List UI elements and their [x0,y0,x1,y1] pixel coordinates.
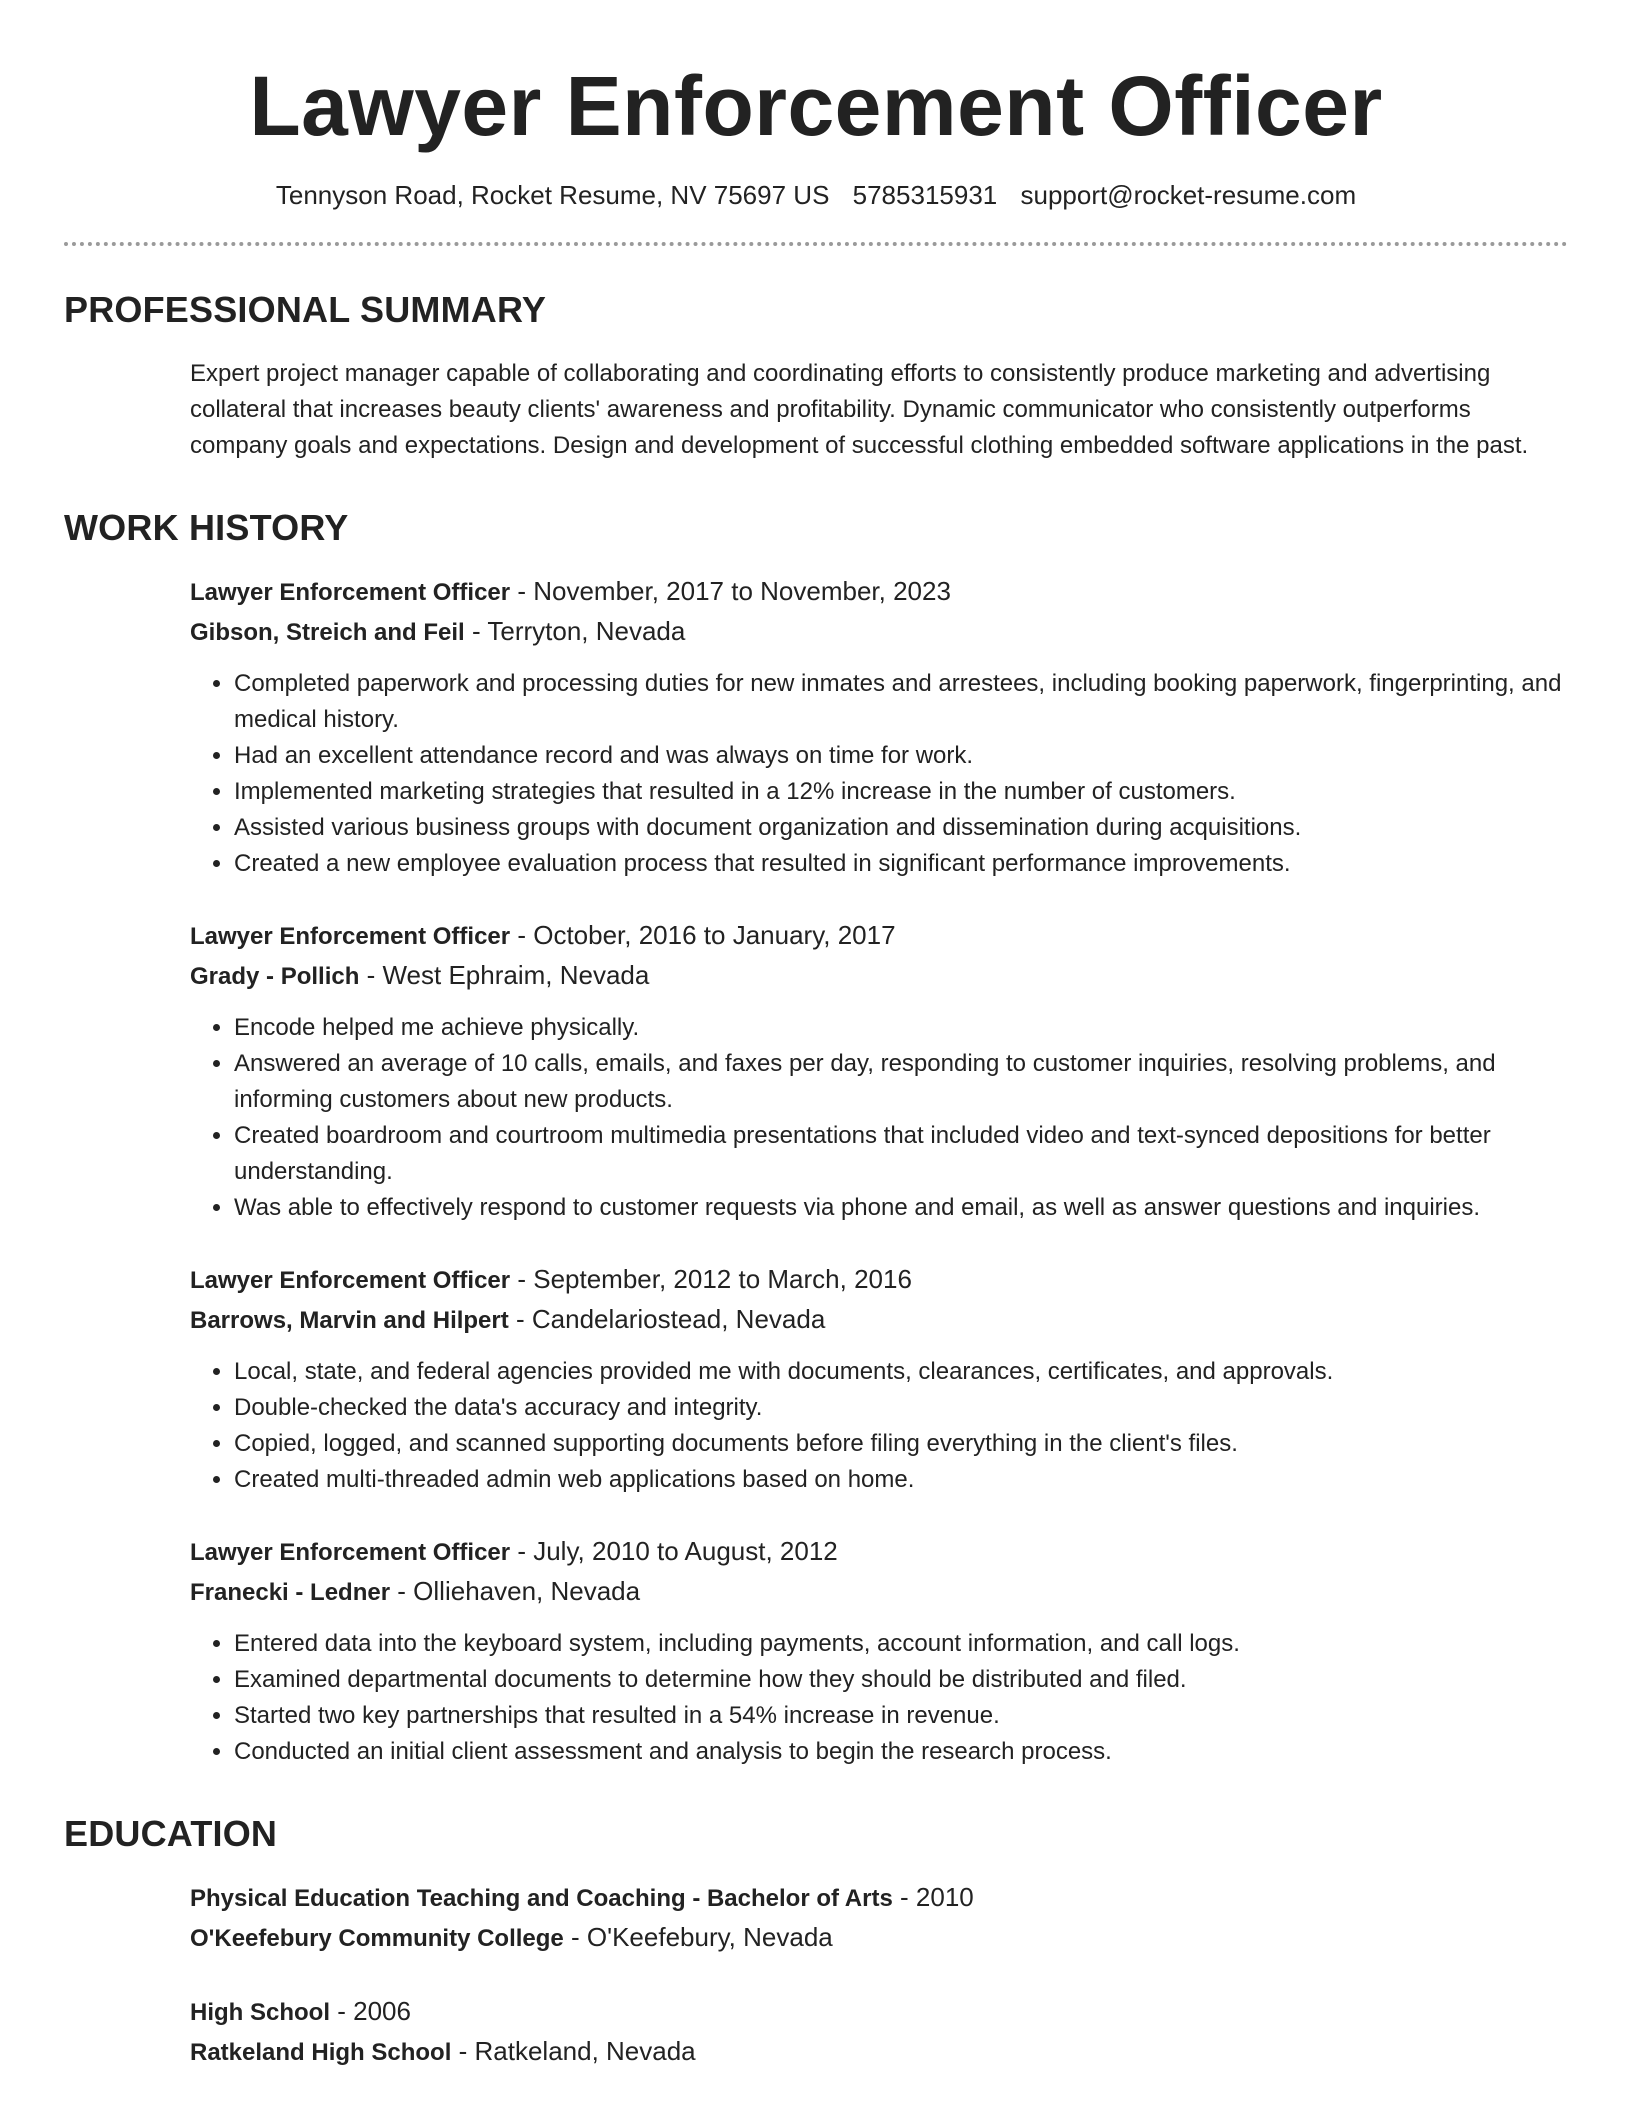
job-company: Franecki - Ledner [190,1579,391,1606]
job-entry [190,1260,1568,1498]
job-entry [190,916,1568,1226]
job-entry [190,1532,1568,1770]
job-company-line [190,612,1568,652]
job-bullet: • Encode helped me achieve physically. [234,1010,1568,1046]
school: O'Keefebury Community College [190,1925,564,1952]
resume-page [64,0,1568,2072]
education-entry [190,1878,1568,1958]
job-bullet: • Created multi-threaded admin web applications based on home. [234,1462,1568,1498]
summary-heading: PROFESSIONAL SUMMARY [64,289,547,330]
job-bullet: • Copied, logged, and scanned supporting documents before filing everything in the client's files. [234,1426,1568,1462]
job-bullet: • Assisted various business groups with document organization and dissemination during acquisitions. [234,810,1568,846]
job-dates: - July, 2010 to August, 2012 [517,1536,838,1566]
job-dates: - November, 2017 to November, 2023 [517,576,951,606]
contact-email: support@rocket-resume.com [1020,180,1357,210]
job-bullet: • Was able to effectively respond to customer requests via phone and email, as well as answer questions and inquiries. [234,1190,1568,1226]
job-title: Lawyer Enforcement Officer [190,1267,511,1294]
degree: Physical Education Teaching and Coaching - Bachelor of Arts [190,1885,893,1912]
job-dates: - October, 2016 to January, 2017 [517,920,896,950]
job-company-line [190,956,1568,996]
job-bullets [190,1354,1568,1498]
job-title-line [190,1260,1568,1300]
job-company-line [190,1572,1568,1612]
job-company: Grady - Pollich [190,963,360,990]
job-company: Gibson, Streich and Feil [190,619,465,646]
education-heading: EDUCATION [64,1813,278,1854]
contact-address: Tennyson Road, Rocket Resume, NV 75697 US [275,180,830,210]
job-bullet: • Answered an average of 10 calls, emails, and faxes per day, responding to customer inquiries, resolving problems, and informing customers about new products. [234,1046,1568,1118]
job-bullet: • Had an excellent attendance record and was always on time for work. [234,738,1568,774]
summary-section [190,356,1568,464]
resume-title: Lawyer Enforcement Officer [249,59,1383,153]
school-line [190,2032,1568,2072]
job-bullet: • Started two key partnerships that resulted in a 54% increase in revenue. [234,1698,1568,1734]
contact-line [64,178,1568,212]
degree: High School [190,1999,330,2026]
job-title: Lawyer Enforcement Officer [190,923,511,950]
job-bullet: • Examined departmental documents to determine how they should be distributed and filed. [234,1662,1568,1698]
degree-year: - 2006 [337,1996,411,2026]
job-location: - Candelariostead, Nevada [515,1304,826,1334]
degree-line [190,1878,1568,1918]
job-title: Lawyer Enforcement Officer [190,1539,511,1566]
school: Ratkeland High School [190,2039,452,2066]
job-bullet: • Implemented marketing strategies that resulted in a 12% increase in the number of customers. [234,774,1568,810]
contact-phone: 5785315931 [852,180,998,210]
work-history-heading: WORK HISTORY [64,507,349,548]
job-bullet: • Created boardroom and courtroom multimedia presentations that included video and text-synced depositions for better understanding. [234,1118,1568,1190]
degree-year: - 2010 [900,1882,974,1912]
job-title-line [190,572,1568,612]
job-bullet: • Completed paperwork and processing duties for new inmates and arrestees, including booking paperwork, fingerprinting, and medical history. [234,666,1568,738]
summary-text: Expert project manager capable of collaborating and coordinating efforts to consistently produce marketing and advertising collateral that increases beauty clients' awareness and profitability. Dynamic communicator who consistently outperforms company goals and expectations. Design and development of successful clothing embedded software applications in the past. [190,360,1529,459]
degree-line [190,1992,1568,2032]
job-company-line [190,1300,1568,1340]
job-bullet: • Created a new employee evaluation process that resulted in significant performance improvements. [234,846,1568,882]
job-bullets [190,666,1568,882]
job-bullet: • Double-checked the data's accuracy and integrity. [234,1390,1568,1426]
job-location: - Olliehaven, Nevada [397,1576,641,1606]
job-location: - West Ephraim, Nevada [366,960,650,990]
education-entry [190,1992,1568,2072]
job-location: - Terryton, Nevada [471,616,686,646]
job-company: Barrows, Marvin and Hilpert [190,1307,509,1334]
job-bullets [190,1626,1568,1770]
job-title-line [190,1532,1568,1572]
job-title: Lawyer Enforcement Officer [190,579,511,606]
school-location: - Ratkeland, Nevada [458,2036,696,2066]
work-history-section [190,572,1568,1770]
school-location: - O'Keefebury, Nevada [571,1922,833,1952]
school-line [190,1918,1568,1958]
job-bullet: • Entered data into the keyboard system, including payments, account information, and call logs. [234,1626,1568,1662]
job-entry [190,572,1568,882]
header-divider [64,242,1568,246]
job-bullet: • Conducted an initial client assessment and analysis to begin the research process. [234,1734,1568,1770]
job-title-line [190,916,1568,956]
job-dates: - September, 2012 to March, 2016 [517,1264,912,1294]
education-section [190,1878,1568,2072]
job-bullet: • Local, state, and federal agencies provided me with documents, clearances, certificates, and approvals. [234,1354,1568,1390]
job-bullets [190,1010,1568,1226]
